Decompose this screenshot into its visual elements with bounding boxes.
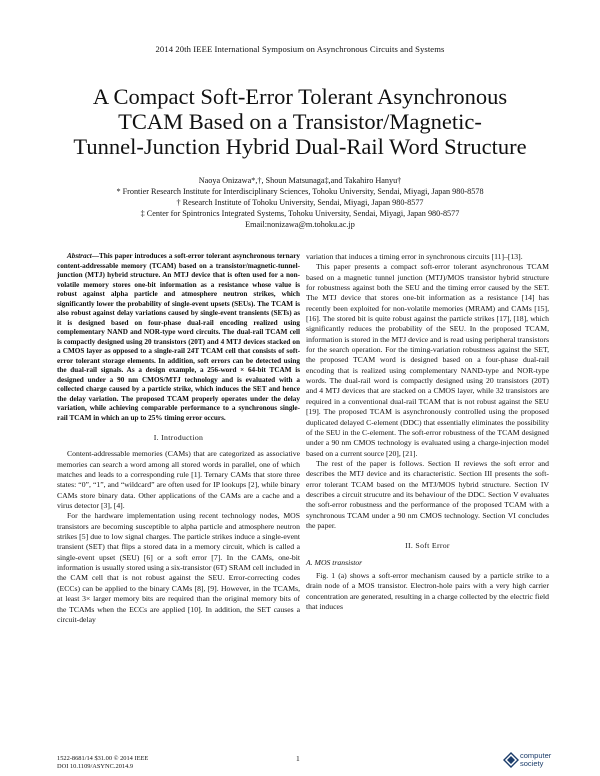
doi-line: DOI 10.1109/ASYNC.2014.9 <box>57 763 134 770</box>
logo-line: computer <box>520 751 552 760</box>
ieee-logo-icon <box>503 752 519 768</box>
title-line: A Compact Soft-Error Tolerant Asynchronous <box>92 84 508 109</box>
author-block <box>60 175 540 230</box>
abstract <box>57 252 300 423</box>
conference-header: 2014 20th IEEE International Symposium on Asynchronous Circuits and Systems <box>155 44 445 54</box>
author-names: Naoya Onizawa*,†, Shoun Matsunaga‡,and Takahiro Hanyu† <box>198 176 402 185</box>
author-email: Email:nonizawa@m.tohoku.ac.jp <box>245 220 355 229</box>
title-line: TCAM Based on a Transistor/Magnetic- <box>118 109 482 134</box>
paper-title <box>40 84 560 159</box>
right-column <box>306 252 549 612</box>
left-column <box>57 252 300 625</box>
abstract-text: —This paper introduces a soft-error tolerant asynchronous ternary content-addressable memory (TCAM) based on a transistor/magnetic-tunnel-junction (MTJ) hybrid structure. An MTJ device that is often used for a non-volatile memory stores one-bit information as a resistance whose value is robust against alpha particle and atmosphere neutron strikes, which significantly lower the probability of single-event upsets (SEUs). The TCAM is also robust against delay variations caused by single-event transients (SETs) as it is designed based on four-phase dual-rail encoding realized using complementary NAND and NOR-type word circuits. The dual-rail TCAM cell is compactly designed using 20 transistors (20T) and 4 MTJ devices stacked on a CMOS layer as opposed to a single-rail 24T TCAM cell that consists of soft-error tolerant storage elements. In addition, soft errors can be detected using the dual-rail signals. As a design example, a 256-word × 64-bit TCAM is designed under a 90 nm CMOS/MTJ technology and is evaluated with a collected charge caused by a particle strike, which induces the SET and hence the delay variation. The proposed TCAM properly operates under the delay variation, while achieving comparable performance to a synchronous single-rail TCAM in which an up to 25% timing error occurs. <box>57 252 300 422</box>
logo-text <box>520 752 551 767</box>
page-number: 1 <box>296 754 300 763</box>
paragraph: Content-addressable memories (CAMs) that are categorized as associative memories can search a word among all stored words in parallel, one of which matches and leads to a corresponding rule [1]. Ternary CAMs that store three states: “0”, “1”, and “wildcard” are often used for IP lookups [2], while binary CAMs store binary data. Other applications of the CAMs are a cache and a virus detector [3], [4]. <box>57 449 300 511</box>
copyright-line: 1522-8681/14 $31.00 © 2014 IEEE <box>57 755 149 762</box>
computer-society-logo <box>503 750 553 772</box>
footer-copyright <box>57 755 148 771</box>
paragraph: For the hardware implementation using recent technology nodes, MOS transistors are becoming susceptible to alpha particle and atmosphere neutron strikes [5] due to low signal charges. The particle strikes induce a single-event transient (SET) that flips a stored data in a memory circuit, which is called a single-event upset (SEU) [6] or a soft error [7]. In the CAMs, one-bit information is usually stored using a six-transistor (6T) SRAM cell included in the CAM cell that is not robust against the SEU. Error-correcting codes (ECCs) can be applied to the binary CAMs [8], [9]. However, in the TCAMs, at least 3× larger memory bits are required than the original memory bits of the TCAMs when the ECCs are applied [10]. In addition, the SET causes a circuit-delay <box>57 511 300 624</box>
paragraph: Fig. 1 (a) shows a soft-error mechanism caused by a particle strike to a drain node of a MOS transistor. Electron-hole pairs with a very high carrier concentration are generated, resulting in a charge collected by the electric field that induces <box>306 570 549 611</box>
abstract-lead: Abstract <box>67 252 92 260</box>
paragraph: This paper presents a compact soft-error tolerant asynchronous TCAM based on a magnetic tunnel junction (MTJ)/MOS transistor hybrid structure for robustness against both the SEU and the timing error caused by the SET. The MTJ device that stores one-bit information as a resistance [14] has recently been exploited for non-volatile memories (MRAM) and CAMs [15], [16]. The stored bit is quite robust against the particle strikes [17], [18], which significantly reduces the probability of the SEU. In the proposed TCAM, information is stored in the MTJ device and is read using peripheral transistors for the search operation. For the timing-variation robustness against the SET, the proposed TCAM word is designed based on a four-phase dual-rail encoding that is realized using complementary NAND-type and NOR-type words. The dual-rail word is compactly designed using 20 transistors (20T) and 4 MTJ devices that are stacked on a CMOS layer, while 32 transistors are required in a conventional dual-rail TCAM that is not robust against the SEU [19]. The proposed TCAM is asynchronously controlled using the proposed duplicated delayed C-element (DDC) that essentially eliminates the possibility of the SEU in the C-element. The soft-error robustness of the TCAM designed under a 90 nm CMOS technology is evaluated using a charge-injection model based on a current source [20], [21]. <box>306 262 549 458</box>
subsection-heading: A. MOS transistor <box>306 557 363 567</box>
section-heading: I. Introduction <box>153 433 204 442</box>
paragraph: variation that induces a timing error in synchronous circuits [11]–[13]. <box>306 252 523 261</box>
paragraph: The rest of the paper is follows. Section II reviews the soft error and describes the MTJ device and its characteristic. Section III presents the soft-error tolerant TCAM based on the MTJ/MOS hybrid structure. Section IV describes a circuit strucutre and its behaviour of the DDC. Section V evaluates the soft-error robustness and the performance of the proposed TCAM with a synchronous TCAM under a 90 nm CMOS technology. Section VI concludes the paper. <box>306 458 549 530</box>
affiliation: ‡ Center for Spintronics Integrated Systems, Tohoku University, Sendai, Miyagi, Japan 980-8577 <box>140 209 460 218</box>
section-heading: II. Soft Error <box>405 541 450 551</box>
affiliation: * Frontier Research Institute for Interdisciplinary Sciences, Tohoku University, Sendai, Miyagi, Japan 980-8578 <box>116 187 484 196</box>
title-line: Tunnel-Junction Hybrid Dual-Rail Word Structure <box>73 134 527 159</box>
logo-line: society <box>520 758 544 768</box>
affiliation: † Research Institute of Tohoku University, Sendai, Miyagi, Japan 980-8577 <box>176 198 424 207</box>
